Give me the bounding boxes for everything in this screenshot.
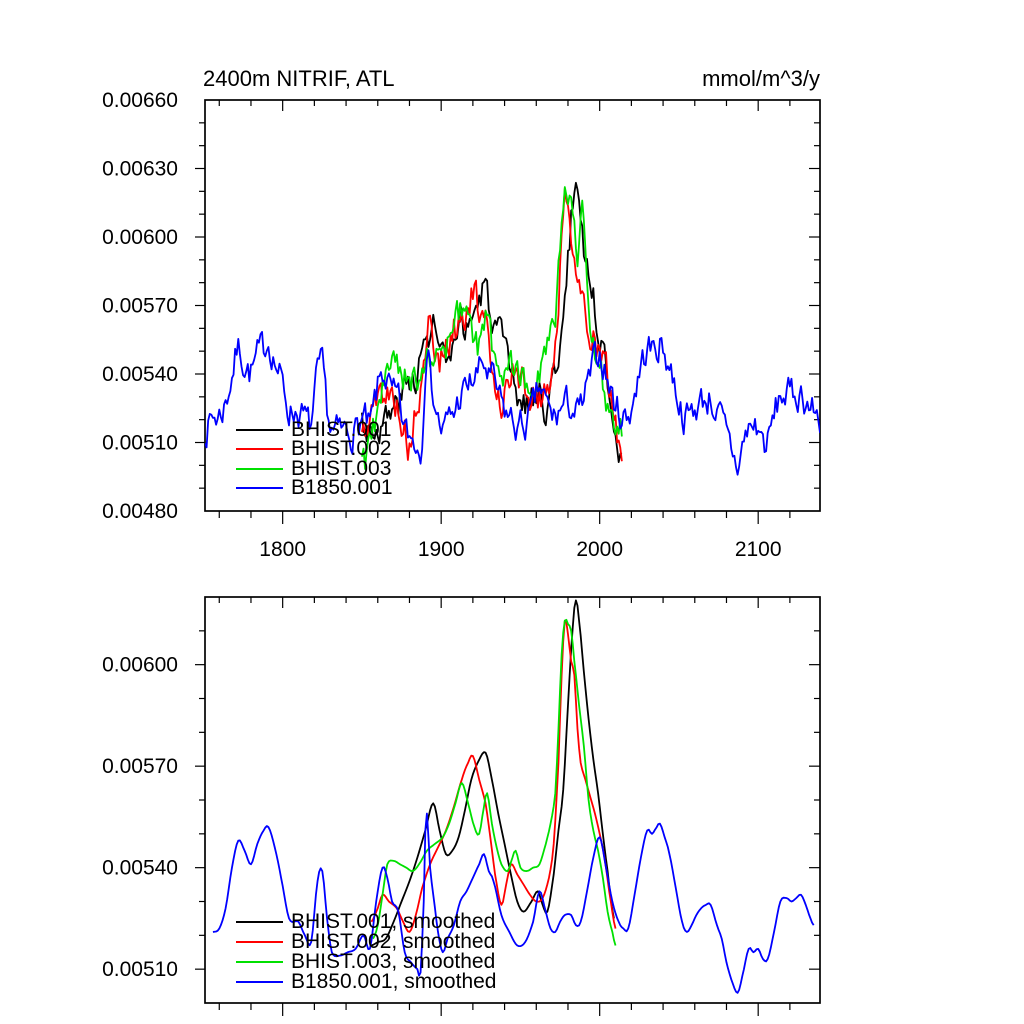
y-tick-label: 0.00480 (102, 500, 178, 523)
y-tick-label: 0.00600 (102, 653, 178, 677)
legend-line-icon (236, 921, 283, 923)
legend-line-icon (236, 487, 283, 489)
y-tick-label: 0.00660 (102, 89, 178, 112)
y-tick-label: 0.00570 (102, 294, 178, 318)
legend-item (236, 477, 393, 499)
y-tick-label: 0.00570 (102, 755, 178, 779)
x-tick-label: 2100 (734, 538, 782, 561)
legend-label: BHIST.002 (291, 437, 392, 460)
legend-line-icon (236, 448, 283, 450)
legend-line-icon (236, 961, 283, 963)
series-line-bhist-003-smoothed (373, 620, 616, 946)
chart-title: 2400m NITRIF, ATL (203, 66, 395, 91)
y-tick-label: 0.00540 (102, 856, 178, 880)
series-line-bhist-001-smoothed (371, 600, 614, 945)
legend-label: BHIST.001 (291, 418, 392, 441)
y-tick-label: 0.00600 (102, 226, 178, 249)
x-tick-label: 2000 (576, 538, 624, 561)
y-tick-label: 0.00540 (102, 363, 178, 386)
legend-line-icon (236, 941, 283, 943)
y-tick-label: 0.00630 (102, 157, 178, 181)
legend-label: B1850.001 (291, 476, 393, 499)
y-tick-label: 0.00510 (102, 958, 178, 982)
y-tick-label: 0.00510 (102, 431, 178, 455)
legend-line-icon (236, 981, 283, 983)
legend-label: BHIST.002, smoothed (291, 930, 496, 953)
legend-line-icon (236, 468, 283, 470)
legend-label: BHIST.003, smoothed (291, 950, 496, 973)
legend-label: BHIST.001, smoothed (291, 910, 496, 933)
chart-0 (102, 89, 820, 561)
units-label: mmol/m^3/y (702, 66, 820, 91)
legend-line-icon (236, 429, 283, 431)
x-tick-label: 1800 (259, 538, 307, 561)
legend-item (236, 971, 497, 993)
legend-label: B1850.001, smoothed (291, 970, 497, 993)
legend-label: BHIST.003 (291, 457, 392, 480)
x-tick-label: 1900 (417, 538, 465, 561)
